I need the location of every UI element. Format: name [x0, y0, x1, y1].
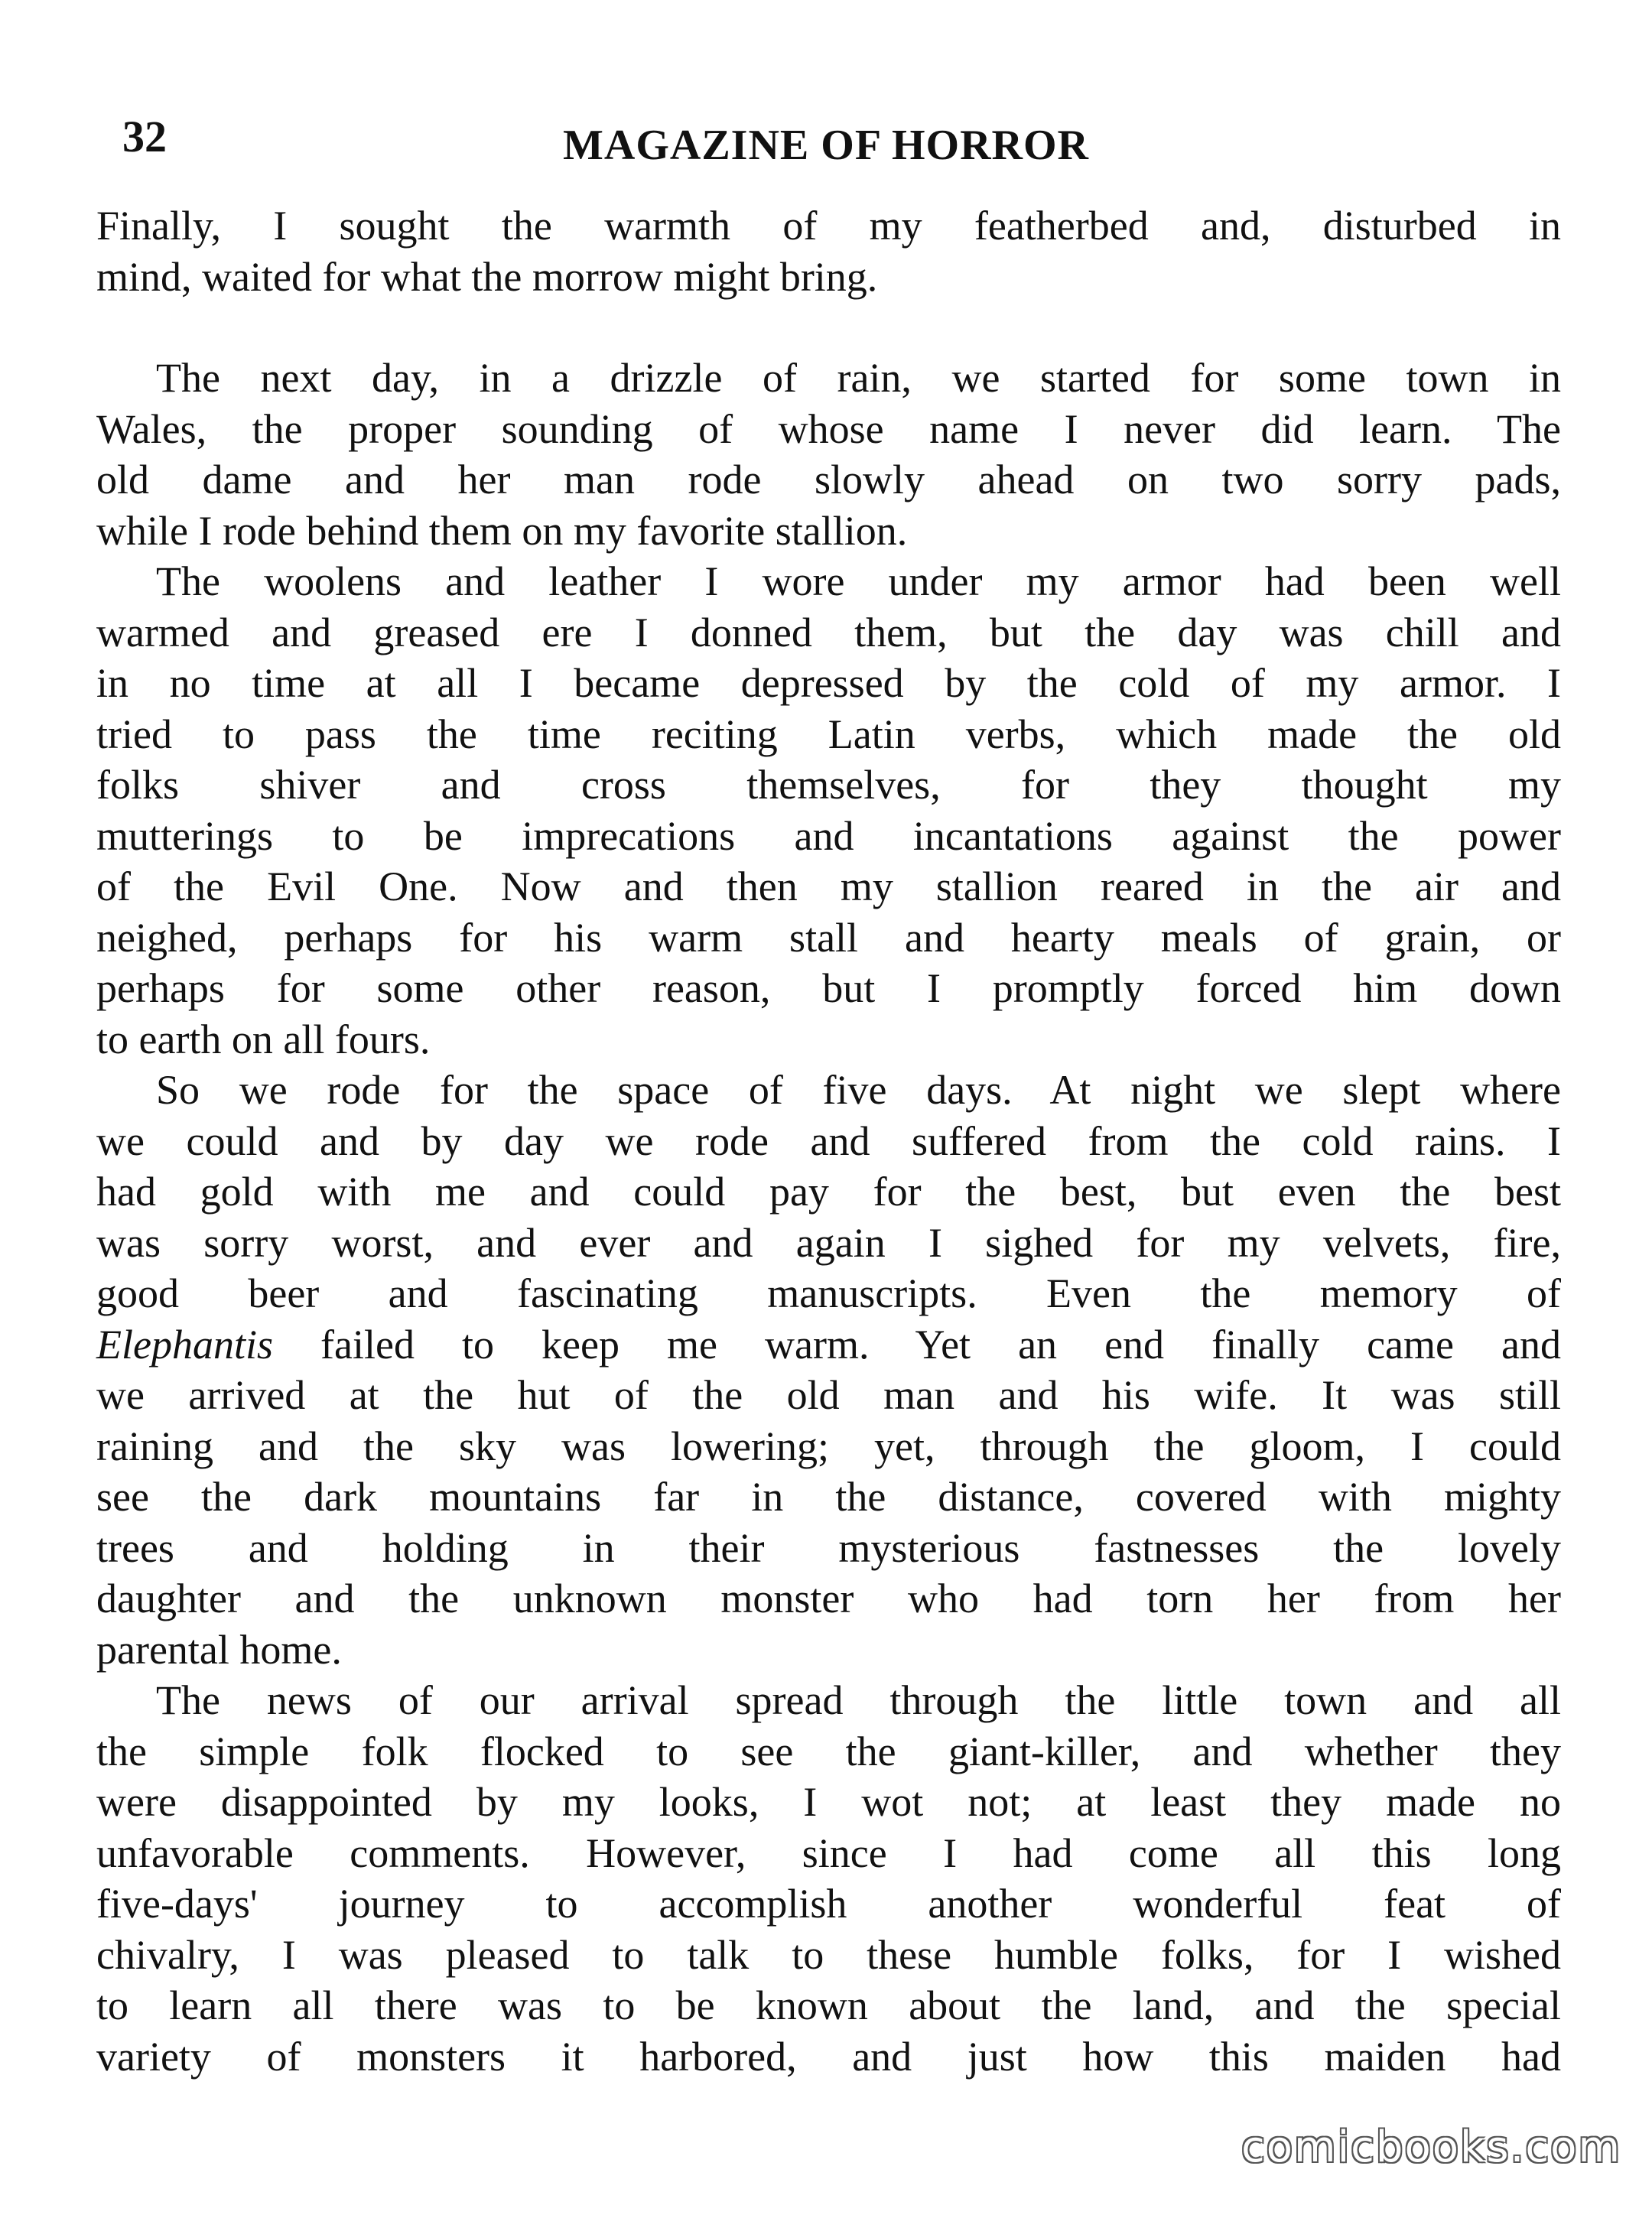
text-line: mind, waited for what the morrow might bring. — [96, 253, 878, 300]
text-line: had gold with me and could pay for the best, but even the best — [96, 1169, 1561, 1215]
paragraph — [96, 200, 1561, 302]
text-line: while I rode behind them on my favorite stallion. — [96, 507, 908, 554]
text-line: in no time at all I became depressed by the cold of my armor. I — [96, 660, 1561, 706]
italic-title: Elephantis — [96, 1321, 273, 1368]
text-line: parental home. — [96, 1626, 342, 1673]
text-line: The woolens and leather I wore under my armor had been well — [156, 558, 1561, 604]
paragraph — [96, 1675, 1561, 2082]
text-line: mutterings to be imprecations and incantations against the power — [96, 812, 1561, 859]
paragraph — [96, 556, 1561, 1065]
text-line: perhaps for some other reason, but I promptly forced him down — [96, 965, 1561, 1011]
running-head: MAGAZINE OF HORROR — [563, 122, 1089, 169]
text-line: raining and the sky was lowering; yet, through the gloom, I could — [96, 1423, 1561, 1469]
text-line: good beer and fascinating manuscripts. Even the memory of — [96, 1270, 1561, 1316]
watermark: comicbooks.com — [1241, 2122, 1621, 2172]
text-line: we could and by day we rode and suffered from the cold rains. I — [96, 1117, 1561, 1164]
text-line: neighed, perhaps for his warm stall and hearty meals of grain, or — [96, 914, 1561, 961]
text-line: The next day, in a drizzle of rain, we started for some town in — [156, 355, 1561, 401]
text-line: tried to pass the time reciting Latin verbs, which made the old — [96, 711, 1561, 757]
text-line: variety of monsters it harbored, and just how this maiden had — [96, 2033, 1561, 2080]
text-line: to earth on all fours. — [96, 1016, 431, 1062]
text-line: see the dark mountains far in the distance, covered with mighty — [96, 1474, 1561, 1520]
text-line-with-italic — [96, 1319, 1561, 1371]
text-line: trees and holding in their mysterious fastnesses the lovely — [96, 1524, 1561, 1571]
body-text — [96, 200, 1561, 2082]
text-line: Finally, I sought the warmth of my featherbed and, disturbed in — [96, 203, 1561, 249]
paragraph — [96, 1065, 1561, 1675]
text-line: we arrived at the hut of the old man and his wife. It was still — [96, 1372, 1561, 1418]
text-line: old dame and her man rode slowly ahead on two sorry pads, — [96, 457, 1561, 502]
text-line: the simple folk flocked to see the giant-killer, and whether they — [96, 1728, 1561, 1774]
text-line: unfavorable comments. However, since I had come all this long — [96, 1829, 1561, 1876]
text-line: Wales, the proper sounding of whose name I never did learn. The — [96, 405, 1561, 452]
text-line: The news of our arrival spread through the little town and all — [156, 1677, 1561, 1723]
text-line: was sorry worst, and ever and again I sighed for my velvets, fire, — [96, 1219, 1561, 1266]
paragraph — [96, 353, 1561, 556]
text-line: five-days' journey to accomplish another wonderful feat of — [96, 1881, 1561, 1927]
text-line: daughter and the unknown monster who had torn her from her — [96, 1576, 1561, 1621]
text-line: warmed and greased ere I donned them, but the day was chill and — [96, 609, 1561, 655]
text-line: were disappointed by my looks, I wot not; at least they made no — [96, 1779, 1561, 1825]
text-line: folks shiver and cross themselves, for they thought my — [96, 762, 1561, 808]
text-line: So we rode for the space of five days. At night we slept where — [156, 1067, 1561, 1113]
text-line: to learn all there was to be known about the land, and the special — [96, 1982, 1561, 2028]
page-number: 32 — [122, 112, 167, 161]
text-line: of the Evil One. Now and then my stallion reared in the air and — [96, 863, 1561, 909]
text-line-rest: failed to keep me warm. Yet an end finally came and — [272, 1321, 1561, 1368]
text-line: chivalry, I was pleased to talk to these humble folks, for I wished — [96, 1931, 1561, 1978]
